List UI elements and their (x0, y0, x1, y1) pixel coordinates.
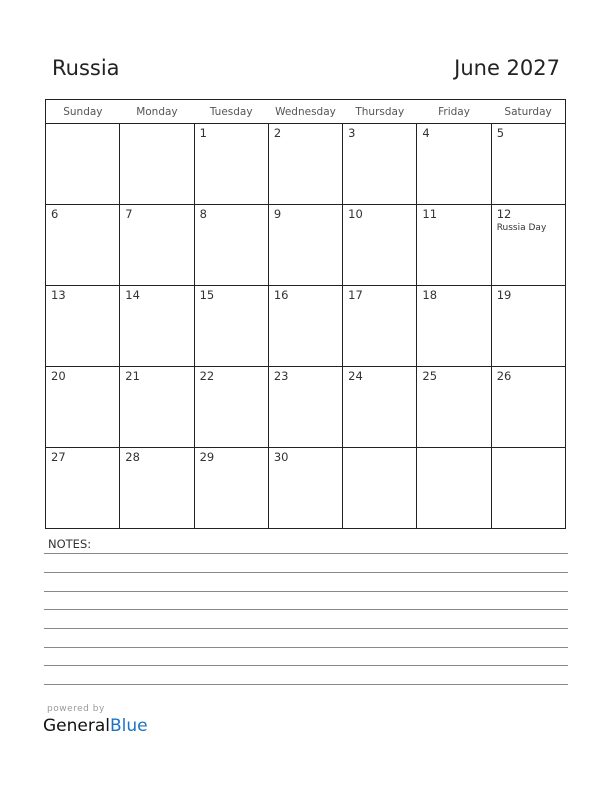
calendar-grid (45, 99, 566, 529)
weekday-header: Saturday (491, 100, 565, 124)
weekday-header: Sunday (46, 100, 120, 124)
country-title: Russia (52, 56, 120, 80)
holiday-label: Russia Day (496, 223, 547, 233)
day-cell (46, 286, 120, 367)
day-cell (194, 286, 268, 367)
brand-general: General (43, 716, 110, 736)
day-cell (343, 286, 417, 367)
day-cell (417, 286, 491, 367)
day-cell (120, 124, 194, 205)
day-number: 4 (422, 126, 430, 140)
day-cell (417, 367, 491, 448)
day-cell (120, 367, 194, 448)
day-cell (491, 124, 565, 205)
day-number: 5 (496, 126, 505, 140)
day-cell (268, 286, 342, 367)
day-number: 17 (348, 288, 363, 302)
weekday-header: Monday (120, 100, 194, 124)
note-line (44, 591, 568, 592)
week-row (46, 124, 566, 205)
note-line (44, 609, 568, 610)
powered-by: powered by (47, 704, 105, 714)
day-cell (417, 124, 491, 205)
day-cell (268, 367, 342, 448)
day-number: 1 (199, 126, 207, 140)
day-cell (491, 448, 565, 529)
day-cell (194, 367, 268, 448)
day-cell (268, 205, 342, 286)
week-row (46, 205, 566, 286)
day-number: 14 (125, 288, 140, 302)
note-line (44, 572, 568, 573)
day-cell (417, 448, 491, 529)
day-number: 24 (348, 369, 363, 383)
day-number: 27 (51, 450, 66, 464)
day-cell (491, 286, 565, 367)
notes-label: NOTES: (48, 537, 92, 551)
day-number: 9 (273, 207, 282, 221)
note-line (44, 628, 568, 629)
day-number: 19 (496, 288, 512, 302)
day-cell (120, 205, 194, 286)
note-line (44, 665, 568, 666)
day-number: 6 (51, 207, 59, 221)
brand-logo (43, 716, 148, 736)
day-cell (343, 205, 417, 286)
day-number: 13 (51, 288, 66, 302)
day-number: 22 (199, 369, 215, 383)
day-cell (268, 124, 342, 205)
day-cell (343, 448, 417, 529)
day-number: 11 (422, 207, 438, 221)
day-number: 15 (199, 288, 215, 302)
day-number: 16 (273, 288, 289, 302)
day-number: 30 (273, 450, 289, 464)
day-cell (194, 205, 268, 286)
day-number: 8 (199, 207, 207, 221)
day-number: 21 (125, 369, 140, 383)
day-cell (343, 124, 417, 205)
day-cell (268, 448, 342, 529)
day-cell (194, 124, 268, 205)
day-cell (46, 124, 120, 205)
day-number: 3 (348, 126, 356, 140)
week-row (46, 367, 566, 448)
day-number: 2 (273, 126, 282, 140)
day-cell (46, 367, 120, 448)
day-cell (343, 367, 417, 448)
day-cell (194, 448, 268, 529)
day-cell (46, 448, 120, 529)
day-number: 7 (125, 207, 133, 221)
weekday-header: Tuesday (194, 100, 268, 124)
week-row (46, 286, 566, 367)
note-line (44, 684, 568, 685)
day-cell (46, 205, 120, 286)
day-cell (417, 205, 491, 286)
day-number: 28 (125, 450, 140, 464)
day-cell (491, 205, 565, 286)
day-cell (120, 448, 194, 529)
month-title: June 2027 (454, 56, 560, 80)
note-line (44, 647, 568, 648)
day-number: 29 (199, 450, 215, 464)
day-number: 25 (422, 369, 438, 383)
day-number: 10 (348, 207, 363, 221)
day-cell (120, 286, 194, 367)
weekday-header: Friday (417, 100, 491, 124)
weekday-header: Wednesday (268, 100, 342, 124)
day-cell (491, 367, 565, 448)
brand-blue: Blue (110, 716, 148, 736)
day-number: 26 (496, 369, 512, 383)
week-row (46, 448, 566, 529)
day-number: 12 (496, 207, 512, 221)
day-number: 23 (273, 369, 289, 383)
day-number: 20 (51, 369, 66, 383)
day-number: 18 (422, 288, 438, 302)
weekday-header: Thursday (343, 100, 417, 124)
note-line (44, 553, 568, 554)
